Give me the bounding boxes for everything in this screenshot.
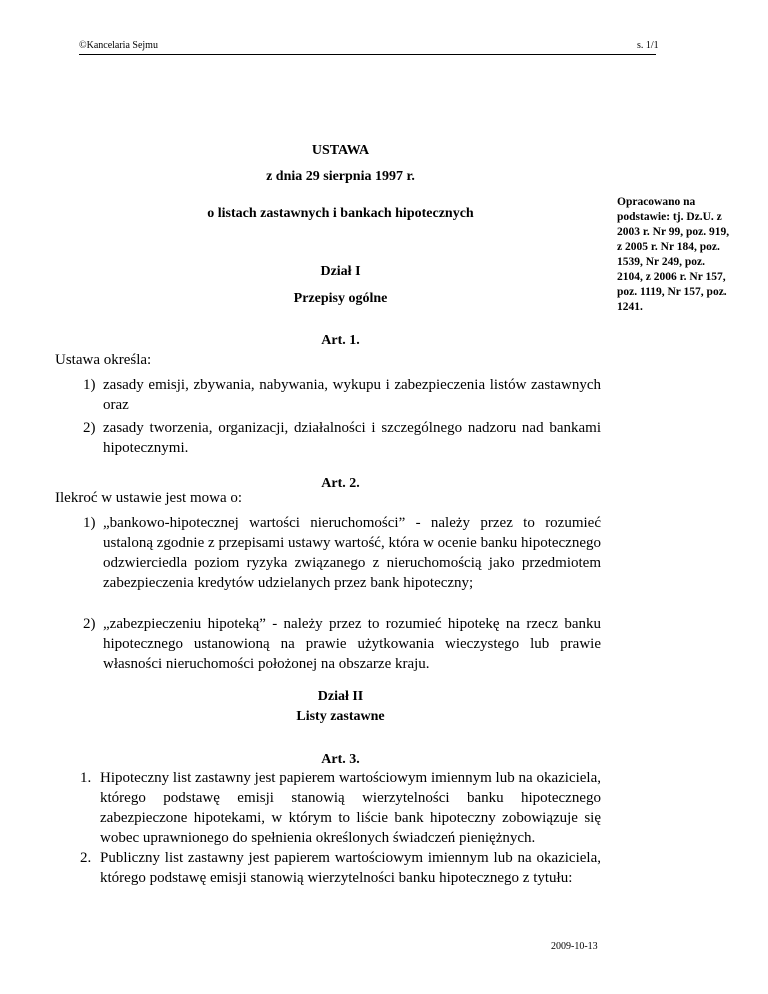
item-text: Publiczny list zastawny jest papierem wartościowym imiennym lub na okaziciela, którego podstawę emisji stanowią wierzytelności banku hipotecznego z tytułu: <box>100 850 601 886</box>
art-2-intro: Ilekroć w ustawie jest mowa o: <box>55 490 243 506</box>
act-type: USTAWA <box>311 143 370 158</box>
art-1-item <box>83 375 601 415</box>
art-2-item <box>83 614 601 674</box>
page-number: s. 1/1 <box>637 40 659 51</box>
item-text: zasady emisji, zbywania, nabywania, wykupu i zabezpieczenia listów zastawnych oraz <box>103 377 601 413</box>
art-1-heading: Art. 1. <box>321 333 360 348</box>
header-source: ©Kancelaria Sejmu <box>79 40 158 51</box>
item-number: 2. <box>80 850 92 866</box>
item-number: 1) <box>83 377 96 393</box>
section-1-title: Przepisy ogólne <box>293 291 388 306</box>
item-text: zasady tworzenia, organizacji, działalności i szczególnego nadzoru nad bankami hipotecznymi. <box>103 420 601 456</box>
section-2-title: Listy zastawne <box>296 709 385 724</box>
item-number: 2) <box>83 420 96 436</box>
item-text: „zabezpieczeniu hipoteką” - należy przez to rozumieć hipotekę na rzecz banku hipotecznego ustanowioną na prawie użytkowania wieczystego lub prawie własności nieruchomości położonej na obszarze kraju. <box>103 616 601 672</box>
item-number: 1) <box>83 515 96 531</box>
source-note: Opracowano na podstawie: tj. Dz.U. z 2003 r. Nr 99, poz. 919, z 2005 r. Nr 184, poz. 1539, Nr 249, poz. 2104, z 2006 r. Nr 157, poz. 1119, Nr 157, poz. 1241. <box>617 196 730 313</box>
act-date: z dnia 29 sierpnia 1997 r. <box>266 169 415 184</box>
art-3-item <box>80 768 601 848</box>
item-number: 1. <box>80 770 92 786</box>
art-2-heading: Art. 2. <box>321 476 360 491</box>
section-2-label: Dział II <box>317 689 364 704</box>
item-number: 2) <box>83 616 96 632</box>
document-date: 2009-10-13 <box>551 941 598 952</box>
header-divider <box>79 54 656 55</box>
art-2-item <box>83 513 601 593</box>
art-3-item <box>80 848 601 888</box>
act-subject: o listach zastawnych i bankach hipotecznych <box>207 206 474 221</box>
art-1-intro: Ustawa określa: <box>55 352 152 368</box>
item-text: Hipoteczny list zastawny jest papierem wartościowym imiennym lub na okaziciela, którego podstawę emisji stanowią wierzytelności banku hipotecznego zabezpieczone hipotekami, w którym to liście bank hipoteczny zobowiązuje się wobec uprawnionego do spełnienia określonych świadczeń pieniężnych. <box>100 770 601 846</box>
section-1-label: Dział I <box>320 264 361 279</box>
art-1-item <box>83 418 601 458</box>
art-3-heading: Art. 3. <box>321 752 360 767</box>
item-text: „bankowo-hipotecznej wartości nieruchomości” - należy przez to rozumieć ustaloną zgodnie z przepisami ustawy wartość, która w ocenie banku hipotecznego odzwierciedla poziom ryzyka związanego z nieruchomością jako przedmiotem zabezpieczenia kredytów udzielanych przez bank hipoteczny; <box>103 515 601 591</box>
